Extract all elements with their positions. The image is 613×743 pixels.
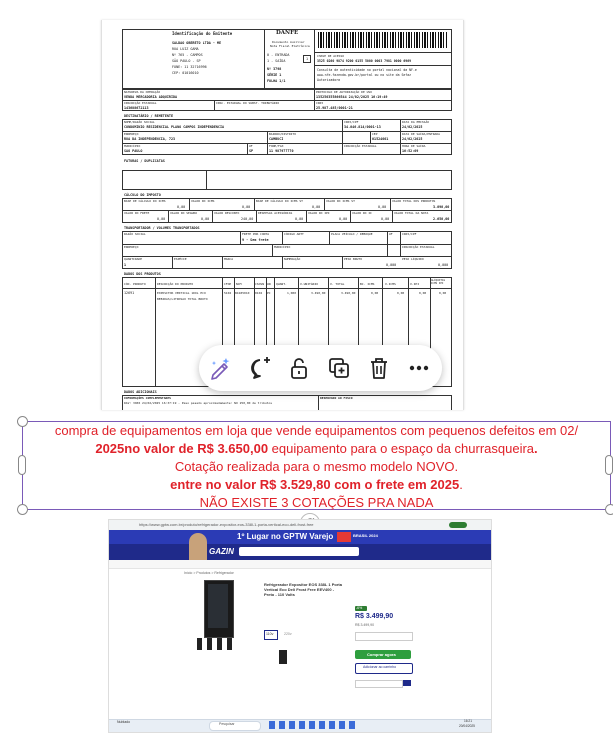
add-comment-button[interactable] <box>246 354 274 382</box>
taskbar-app-icons <box>269 721 359 729</box>
field-label: QUANTIDADE <box>124 257 143 261</box>
field-label: VALOR TOTAL DOS PRODUTOS <box>392 199 436 203</box>
voltage-option: 110v <box>266 632 274 636</box>
field-label: NOME/RAZÃO SOCIAL <box>124 120 155 124</box>
field-label: VALOR DO II <box>352 211 372 215</box>
field-value: 0,000 <box>438 263 449 267</box>
field-value: 9 - Sem frete <box>242 238 269 242</box>
invoices-box <box>122 170 452 190</box>
field-label: DATA DE SAÍDA/ENTRADA <box>402 132 440 136</box>
thumbnail <box>217 638 222 650</box>
field-label: CNPJ/CPF <box>402 232 417 236</box>
section-header: TRANSPORTADOR / VOLUMES TRANSPORTADOS <box>124 226 200 230</box>
field-value: 135250355866544 24/02/2025 16:19:49 <box>316 95 388 99</box>
table-cell: 0102 <box>255 291 263 295</box>
field-value: 24/02/2025 <box>402 137 423 141</box>
thumbnail <box>197 638 202 650</box>
table-header-cell: CÓD. PRODUTO <box>124 282 146 286</box>
field-label: ENDEREÇO <box>124 132 139 136</box>
comment-bold-text: 2025no valor de R$ 3.650,00 <box>95 441 269 456</box>
comment-bold-text: . <box>534 441 538 456</box>
field-value: 0,00 <box>157 217 166 221</box>
table-header-cell: V.ICMS <box>385 282 396 286</box>
product-title: Refrigerador Expositor EOS 338L 1 Porta Vertical Eco Deli Frost Free EEV400 - Preto - 110 Volts <box>264 582 342 597</box>
field-label: PROTOCOLO DE AUTORIZAÇÃO DE USO <box>316 90 372 94</box>
field-value: 0,00 <box>312 205 321 209</box>
field-value: 0,00 <box>378 205 387 209</box>
emitente-address-line: Nº 765 - CAMPOS <box>172 53 203 57</box>
delete-button[interactable] <box>365 354 393 382</box>
field-label: DATA DA EMISSÃO <box>402 120 430 124</box>
barcode-image <box>318 32 448 48</box>
add-to-cart-label: Adicionar ao carrinho <box>363 665 397 669</box>
cep-button <box>403 680 411 686</box>
installment-price: R$ 3.499,90 <box>355 623 375 627</box>
field-value: CAMBUCI <box>269 137 284 141</box>
unlock-button[interactable] <box>285 354 313 382</box>
field-label: MARCA <box>224 257 234 261</box>
danfe-subtitle: Nota Fiscal Eletrônica <box>270 44 310 48</box>
thumbnail-strip <box>197 638 237 652</box>
taskbar-search-text: Pesquisar <box>219 722 235 726</box>
thumbnail <box>227 638 232 650</box>
field-label: VALOR DO FRETE <box>124 211 150 215</box>
emitente-address-line: SÃO PAULO - SP <box>172 59 201 63</box>
field-value: 143688672113 <box>124 106 149 110</box>
danfe-number: Nº 3798 <box>267 67 282 71</box>
taskbar-search <box>209 721 261 731</box>
store-search-input <box>239 547 359 556</box>
voltage-option: 220v <box>284 632 292 636</box>
emitente-header: Identificação do Emitente <box>172 31 233 36</box>
cep-input <box>355 680 403 688</box>
field-label: CNPJ <box>316 101 324 105</box>
field-label: UF <box>249 144 253 148</box>
table-header-cell: V.IPI <box>410 282 420 286</box>
more-dots-icon <box>406 355 432 381</box>
table-cell: PC <box>267 291 271 295</box>
field-value: 01524001 <box>372 137 389 141</box>
field-label: ESPÉCIE <box>174 257 187 261</box>
comment-line: Cotação realizada para o mesmo modelo NOVO. <box>174 459 459 474</box>
field-label: INSCRIÇÃO ESTADUAL <box>344 144 377 148</box>
field-value: 0,00 <box>381 217 390 221</box>
access-key-label: CHAVE DE ACESSO <box>317 54 345 58</box>
field-label: VALOR TOTAL DA NOTA <box>394 211 429 215</box>
table-cell: 5102 <box>224 291 232 295</box>
more-options-button[interactable] <box>405 354 433 382</box>
field-label: CÓDIGO ANTT <box>284 232 304 236</box>
field-label: BAIRRO/DISTRITO <box>269 132 297 136</box>
field-label: NUMERAÇÃO <box>284 257 301 261</box>
table-cell: 1,000 <box>287 291 297 295</box>
discount-text: -6% <box>356 606 363 610</box>
section-header: DADOS DOS PRODUTOS <box>124 272 161 276</box>
field-value: SP <box>249 149 254 153</box>
table-header-cell: V.UNITÁRIO <box>300 282 319 286</box>
field-label: INSC. ESTADUAL DO SUBST. TRIBUTÁRIO <box>216 101 280 105</box>
table-cell: EXPOSITOR VERTICAL 1DOL ECO <box>157 291 206 295</box>
table-cell: 3.490,00 <box>341 291 356 295</box>
consulta-text: Autorizadora <box>317 78 341 82</box>
field-value: 24/02/2025 <box>402 125 423 129</box>
field-value: 25.987.485/0001-21 <box>316 106 353 110</box>
field-value: 0,00 <box>339 217 348 221</box>
field-value: SAO PAULO <box>124 149 143 153</box>
access-key-value: 3525 0260 9874 9200 0155 5000 0003 7981 0000 6969 <box>317 59 412 63</box>
trash-icon <box>366 355 392 381</box>
field-value: RUA DA INDEPENDENCIA, 723 <box>124 137 176 141</box>
table-cell: 84185010 <box>235 291 250 295</box>
duplicate-button[interactable] <box>325 354 353 382</box>
section-header: CÁLCULO DO IMPOSTO <box>124 193 161 197</box>
field-label: BASE DE CÁLCULO DO ICMS <box>124 199 166 203</box>
field-label: INFORMAÇÕES COMPLEMENTARES <box>124 396 171 400</box>
magic-pencil-icon <box>207 355 233 381</box>
field-label: VALOR DESCONTO <box>214 211 240 215</box>
danfe-page: FOLHA 1/1 <box>267 79 286 83</box>
gptw-badge <box>337 532 351 542</box>
comment-line: compra de equipamentos em loja que vende equipamentos com pequenos defeitos em 02/ <box>54 423 579 438</box>
field-label: UF <box>389 232 393 236</box>
field-label: PESO LÍQUIDO <box>402 257 424 261</box>
table-cell: 0,00 <box>419 291 427 295</box>
field-label: DESPESAS ACESSÓRIAS <box>258 211 293 215</box>
field-label: VALOR DO IPI <box>308 211 330 215</box>
banner-title: 1º Lugar no GPTW Varejo <box>237 532 334 541</box>
table-header-cell: UN <box>267 282 271 286</box>
buy-now-label: Comprar agora <box>367 652 396 657</box>
field-label: BASE DE CÁLCULO DO ICMS ST <box>256 199 303 203</box>
danfe-title: DANFE <box>276 30 299 36</box>
field-label: FONE/FAX <box>269 144 284 148</box>
field-label: HORA DE SAÍDA <box>402 144 426 148</box>
unlock-icon <box>286 355 312 381</box>
comment-line <box>22 476 611 494</box>
thumbnail <box>207 638 212 650</box>
store-logo: GAZIN <box>209 547 234 556</box>
emitente-address-line: FONE: 11 32716996 <box>172 65 207 69</box>
magic-edit-button[interactable] <box>206 354 234 382</box>
field-label: MUNICÍPIO <box>124 144 141 148</box>
table-header-cell: NCM <box>236 282 242 286</box>
weather-widget: Nublado <box>117 720 131 724</box>
product-image-glass <box>208 584 228 628</box>
field-label: PLACA VEÍCULO / REBOQUE <box>331 232 373 236</box>
update-button <box>449 522 467 528</box>
field-value: 0,00 <box>177 205 186 209</box>
field-value: 0,000 <box>386 263 397 267</box>
field-label: FRETE POR CONTA <box>242 232 270 236</box>
field-label: INSCRIÇÃO ESTADUAL <box>124 101 157 105</box>
danfe-subtitle: Documento Auxiliar <box>272 40 305 44</box>
category-menu <box>109 560 491 569</box>
url-text: https://www.gptw.com.br/produto/refrigerador-expositor-eos-338l-1-porta-vertical-eco-deli-frost-free <box>139 522 314 527</box>
field-value: CONDOMINIO RESIDENCIAL PLANO CAMPOS INDEPENDENCIA <box>124 125 225 129</box>
comment-line: NÃO EXISTE 3 COTAÇÕES PRA NADA <box>199 495 434 510</box>
table-cell: BEBIDAS/LITROSAO TOTAL BROTO <box>157 297 208 301</box>
table-cell: 0,00 <box>371 291 379 295</box>
field-label: VALOR DO SEGURO <box>170 211 198 215</box>
taskbar-date: 20/04/2025 <box>459 724 475 728</box>
danfe-type-value: 1 <box>306 57 309 61</box>
duplicate-icon <box>326 355 352 381</box>
taskbar-time: 16:21 <box>464 719 472 723</box>
table-header-cell: BC. ICMS <box>360 282 375 286</box>
table-cell: 3.490,00 <box>311 291 326 295</box>
danfe-saida: 1 - SAÍDA <box>267 59 286 63</box>
comment-line <box>22 440 611 458</box>
field-label: VALOR DO ICMS ST <box>326 199 355 203</box>
field-value: 3.090,00 <box>433 205 450 209</box>
table-cell: 12691 <box>124 291 135 295</box>
table-header-cell: QUANT. <box>276 282 287 286</box>
field-label: RESERVADO AO FISCO <box>320 396 353 400</box>
field-label: INSCRIÇÃO ESTADUAL <box>402 245 435 249</box>
danfe-entrada: 0 - ENTRADA <box>267 53 290 57</box>
consulta-text: www.nfe.fazenda.gov.br/portal ou no site da Sefaz <box>317 73 412 77</box>
comment-text: . <box>459 477 463 492</box>
field-value: 34.046.814/0001-13 <box>344 125 381 129</box>
comment-add-icon <box>247 355 273 381</box>
field-value: VENDA MERCADORIA ADQUIRIDA <box>124 95 178 99</box>
table-header-cell: DESCRIÇÃO DO PRODUTO <box>157 282 194 286</box>
table-cell: 0,00 <box>397 291 405 295</box>
table-cell: 0,00 <box>439 291 447 295</box>
field-label: MUNICÍPIO <box>274 245 291 249</box>
field-value: 2.650,00 <box>433 217 450 221</box>
section-header: FATURAS / DUPLICATAS <box>124 159 165 163</box>
comment-bold-text: entre no valor R$ 3.529,80 com o frete em 2025 <box>170 477 460 492</box>
field-value: DAV: 3965 24/02/2025 16:37:19 - Peso pesado aproximadamente: NO 250,00 de tributos <box>124 401 273 405</box>
floating-toolbar <box>199 345 442 391</box>
field-value: 0,00 <box>242 205 251 209</box>
product-page-screenshot <box>108 519 492 733</box>
emitente-address-line: CEP: 01016010 <box>172 71 199 75</box>
field-label: NATUREZA DA OPERAÇÃO <box>124 90 161 94</box>
table-header-cell: V. TOTAL <box>330 282 345 286</box>
field-value: 0,00 <box>295 217 304 221</box>
variant-thumbnail <box>279 650 287 664</box>
field-label: CNPJ/CPF <box>344 120 359 124</box>
comment-text-block[interactable] <box>22 422 611 512</box>
field-label: ENDEREÇO <box>124 245 139 249</box>
table-header-cell: ALÍQUOTAS ICMS IPI <box>431 279 446 285</box>
field-label: VALOR DO ICMS <box>191 199 215 203</box>
consulta-text: Consulta de autenticidade no portal nacional da NF-e <box>317 68 417 72</box>
emitente-address-line: RUA LUIZ GAMA <box>172 47 199 51</box>
comment-text: equipamento para o espaço da churrasqueira <box>268 441 535 456</box>
breadcrumb: Início > Produtos > Refrigerador <box>184 571 234 575</box>
emitente-name: SALDAO OBERETO LTDA - ME <box>172 41 221 45</box>
section-header: DADOS ADICIONAIS <box>124 390 157 394</box>
shipping-input <box>355 632 413 641</box>
field-value: 16:52:09 <box>402 149 419 153</box>
mascot-image <box>189 533 207 560</box>
field-value: 11 987977770 <box>269 149 294 153</box>
table-header-cell: CSOSN <box>255 282 265 286</box>
field-label: RAZÃO SOCIAL <box>124 232 146 236</box>
banner-subtitle: BRASIL 2024 <box>353 533 378 538</box>
table-header-cell: CFOP <box>224 282 232 286</box>
danfe-series: SÉRIE 1 <box>267 73 282 77</box>
field-value: 0,00 <box>201 217 210 221</box>
field-value: 240,00 <box>241 217 254 221</box>
field-label: PESO BRUTO <box>344 257 363 261</box>
section-header: DESTINATÁRIO / REMETENTE <box>124 114 173 118</box>
product-price: R$ 3.499,90 <box>355 613 394 620</box>
field-value: 1 <box>124 263 127 267</box>
field-label: CEP <box>372 132 378 136</box>
